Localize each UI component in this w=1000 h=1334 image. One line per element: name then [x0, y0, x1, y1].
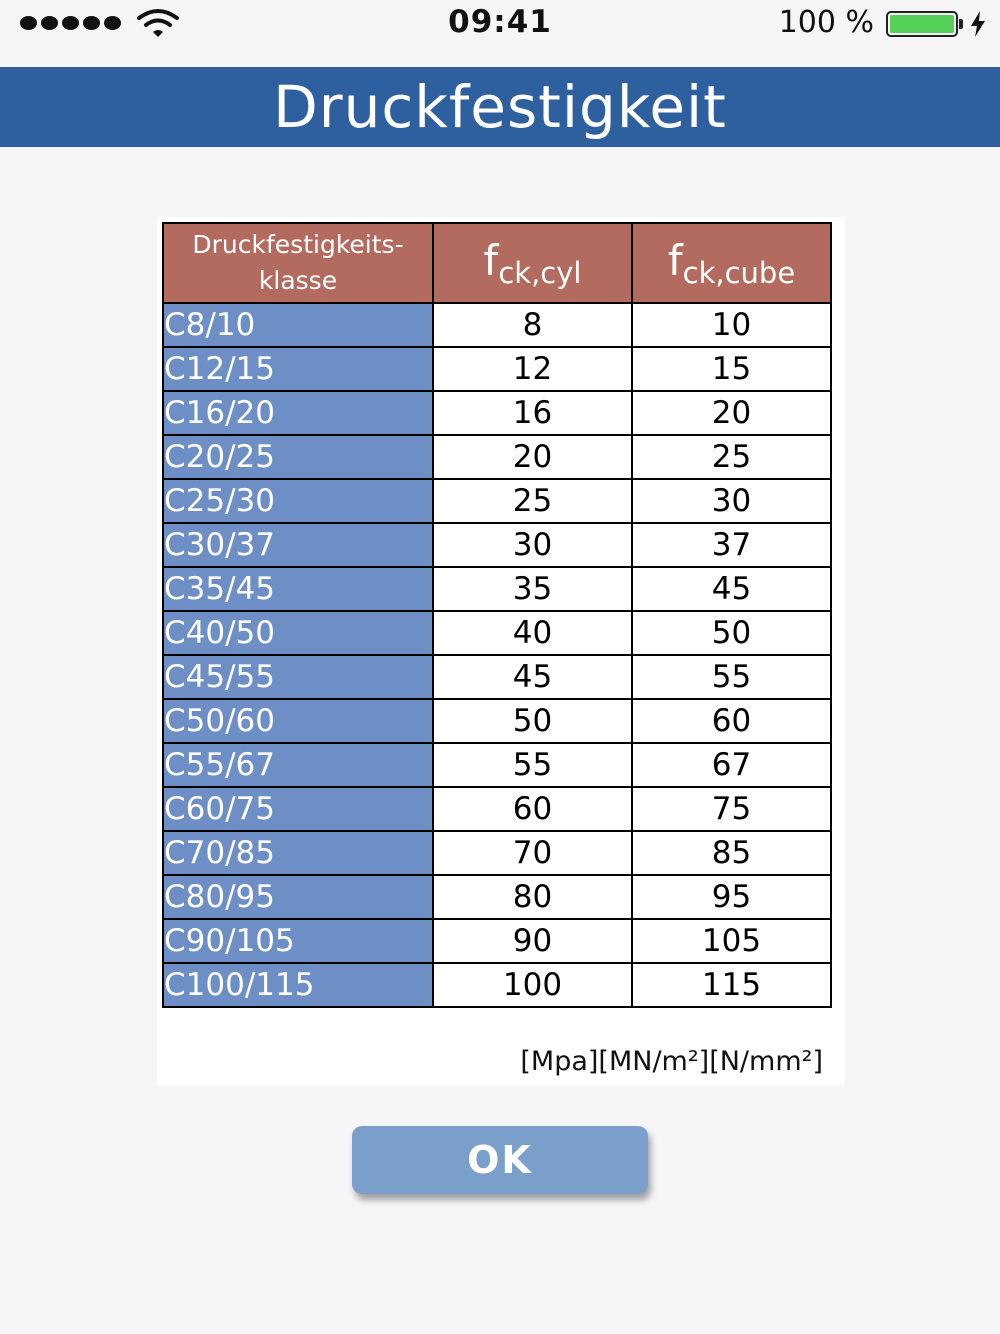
- strength-class-cell: C100/115: [163, 963, 433, 1007]
- strength-class-cell: C35/45: [163, 567, 433, 611]
- fck-cyl-cell: 45: [433, 655, 632, 699]
- table-row: [163, 523, 831, 567]
- fck-cube-cell: 20: [632, 391, 831, 435]
- fck-cube-cell: 15: [632, 347, 831, 391]
- table-row: [163, 567, 831, 611]
- fck-cube-cell: 45: [632, 567, 831, 611]
- strength-class-cell: C40/50: [163, 611, 433, 655]
- fck-cube-cell: 50: [632, 611, 831, 655]
- fck-cube-cell: 67: [632, 743, 831, 787]
- column-header-strength-class: [163, 223, 433, 303]
- fck-cyl-cell: 40: [433, 611, 632, 655]
- fck-cube-cell: 25: [632, 435, 831, 479]
- battery-percentage: 100 %: [778, 5, 874, 40]
- fck-cyl-cell: 25: [433, 479, 632, 523]
- table-row: [163, 875, 831, 919]
- header-bar: [0, 67, 1000, 147]
- fck-cyl-cell: 20: [433, 435, 632, 479]
- fck-cyl-cell: 70: [433, 831, 632, 875]
- table-row: [163, 611, 831, 655]
- strength-class-cell: C45/55: [163, 655, 433, 699]
- fck-cube-cell: 115: [632, 963, 831, 1007]
- strength-class-cell: C50/60: [163, 699, 433, 743]
- fck-cube-symbol: f: [667, 236, 683, 285]
- fck-cyl-cell: 12: [433, 347, 632, 391]
- strength-class-cell: C30/37: [163, 523, 433, 567]
- column-header-class-line2: klasse: [258, 266, 338, 295]
- table-row: [163, 787, 831, 831]
- fck-cyl-subscript: ck,cyl: [498, 256, 582, 290]
- strength-class-cell: C16/20: [163, 391, 433, 435]
- strength-class-cell: C55/67: [163, 743, 433, 787]
- table-row: [163, 919, 831, 963]
- fck-cyl-cell: 55: [433, 743, 632, 787]
- fck-cyl-cell: 8: [433, 303, 632, 347]
- column-header-fck-cyl: [433, 223, 632, 303]
- strength-class-cell: C20/25: [163, 435, 433, 479]
- table-row: [163, 699, 831, 743]
- status-bar: [0, 0, 1000, 46]
- column-header-class-line1: Druckfestigkeits-: [192, 230, 404, 259]
- column-header-fck-cube: [632, 223, 831, 303]
- page-title: Druckfestigkeit: [273, 73, 727, 141]
- table-row: [163, 435, 831, 479]
- strength-class-cell: C8/10: [163, 303, 433, 347]
- charging-bolt-icon: [968, 10, 988, 38]
- table-row: [163, 391, 831, 435]
- table-row: [163, 303, 831, 347]
- fck-cube-subscript: ck,cube: [682, 256, 796, 290]
- fck-cube-cell: 55: [632, 655, 831, 699]
- fck-cyl-cell: 80: [433, 875, 632, 919]
- fck-cyl-cell: 35: [433, 567, 632, 611]
- table-header-row: [163, 223, 831, 303]
- strength-class-cell: C90/105: [163, 919, 433, 963]
- strength-class-cell: C60/75: [163, 787, 433, 831]
- fck-cube-cell: 30: [632, 479, 831, 523]
- strength-table-panel: [157, 217, 845, 1085]
- clock: 09:41: [448, 4, 552, 40]
- strength-class-cell: C25/30: [163, 479, 433, 523]
- ok-button[interactable]: OK: [352, 1126, 648, 1194]
- strength-class-cell: C80/95: [163, 875, 433, 919]
- fck-cube-cell: 60: [632, 699, 831, 743]
- fck-cyl-cell: 30: [433, 523, 632, 567]
- fck-cube-cell: 95: [632, 875, 831, 919]
- table-row: [163, 963, 831, 1007]
- fck-cyl-cell: 100: [433, 963, 632, 1007]
- fck-cube-cell: 105: [632, 919, 831, 963]
- fck-cube-cell: 85: [632, 831, 831, 875]
- table-row: [163, 743, 831, 787]
- strength-class-cell: C12/15: [163, 347, 433, 391]
- battery-icon: [886, 11, 958, 37]
- fck-cyl-cell: 60: [433, 787, 632, 831]
- fck-cyl-cell: 16: [433, 391, 632, 435]
- fck-cube-cell: 10: [632, 303, 831, 347]
- table-row: [163, 655, 831, 699]
- table-row: [163, 479, 831, 523]
- table-row: [163, 831, 831, 875]
- fck-cyl-symbol: f: [483, 236, 499, 285]
- fck-cyl-cell: 50: [433, 699, 632, 743]
- fck-cube-cell: 37: [632, 523, 831, 567]
- strength-class-cell: C70/85: [163, 831, 433, 875]
- strength-table: [162, 222, 832, 1008]
- table-row: [163, 347, 831, 391]
- fck-cube-cell: 75: [632, 787, 831, 831]
- fck-cyl-cell: 90: [433, 919, 632, 963]
- units-caption: [Mpa][MN/m²][N/mm²]: [520, 1046, 823, 1077]
